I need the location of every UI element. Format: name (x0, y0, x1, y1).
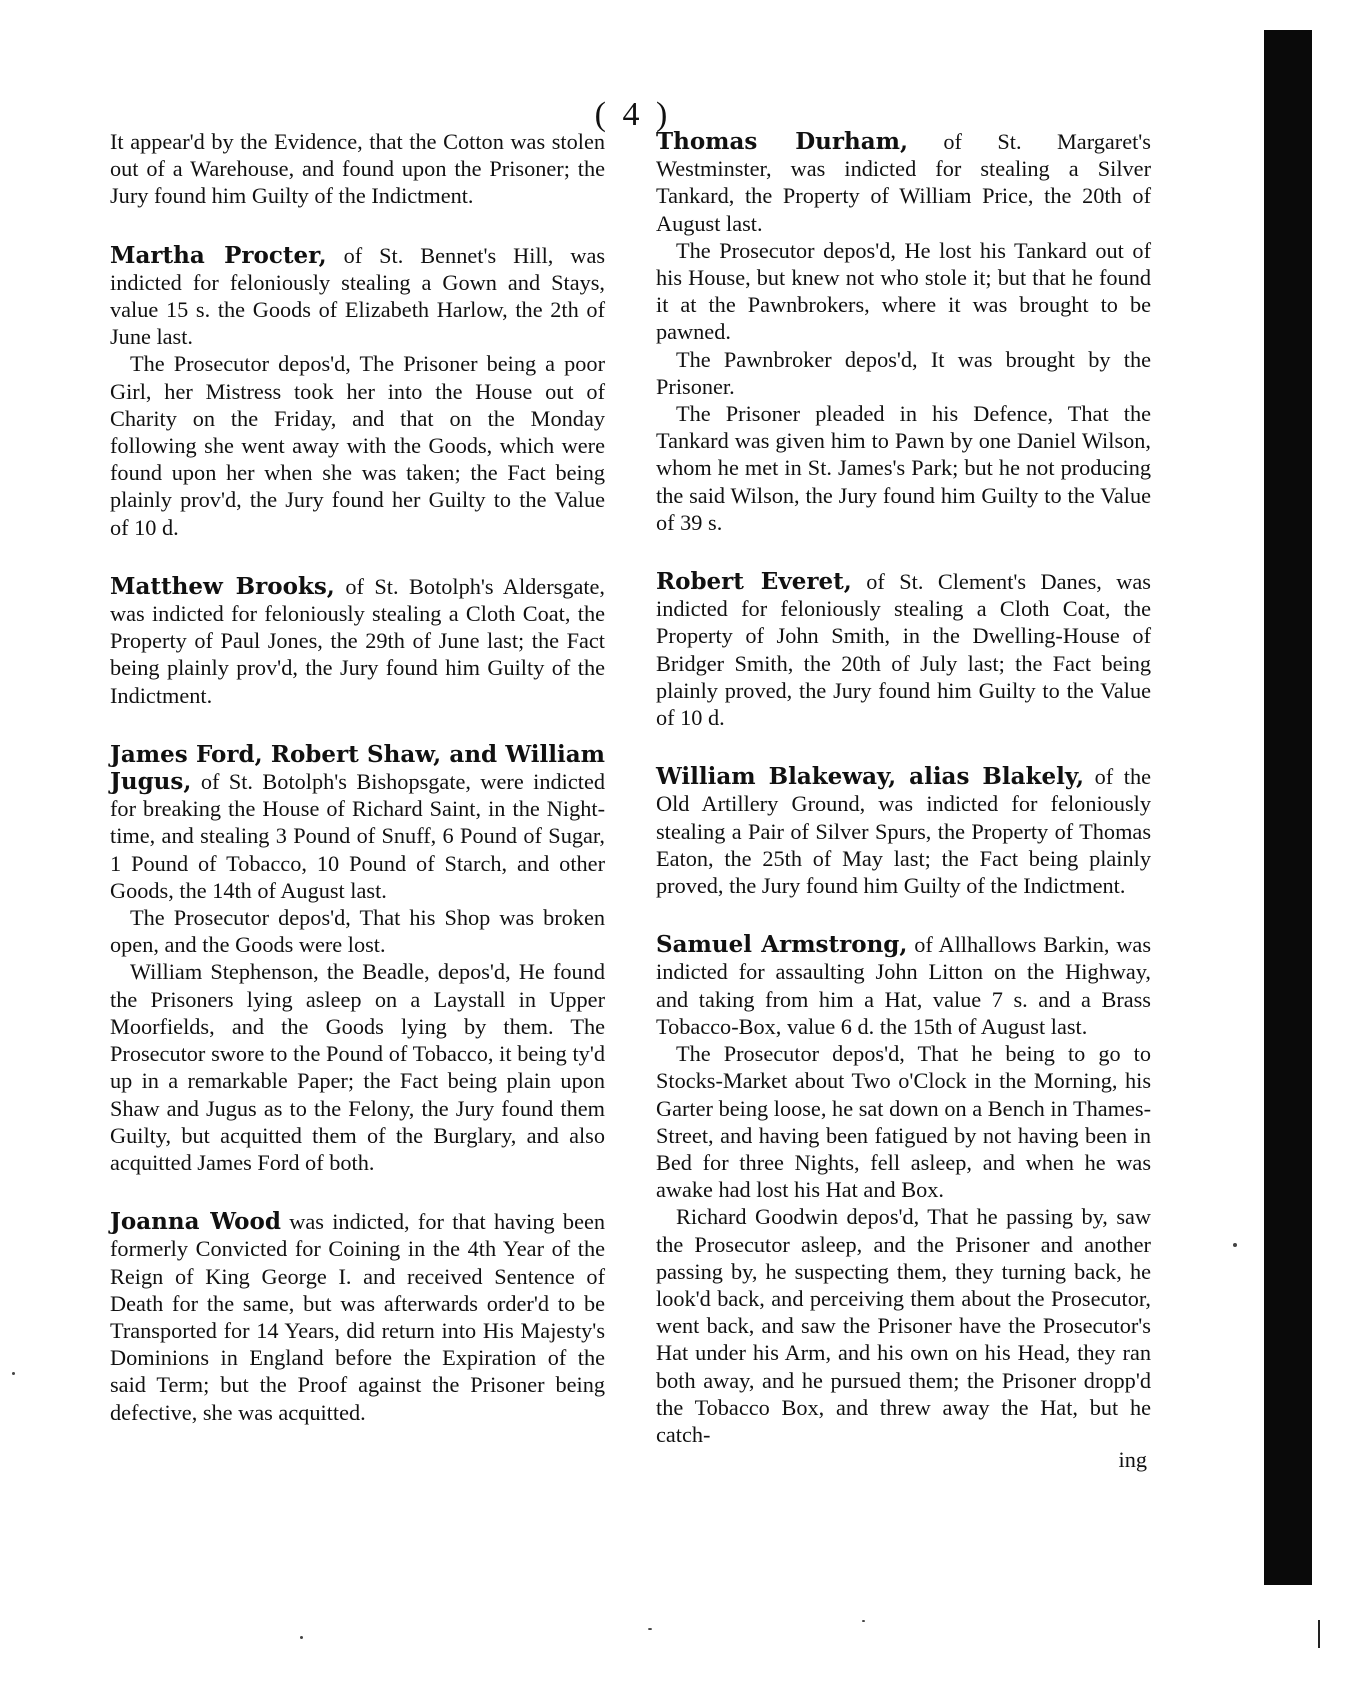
right-column (656, 128, 1151, 1505)
entry-text: was indicted, for that having been formerly Convicted for Coining in the 4th Year of the Reign of King George I. and received Sentence of Death for the same, but was afterwards order'd to be Transported for 14 Years, did return into His Majesty's Dominions in England before the Expiration of the said Term; but the Proof against the Prisoner being defective, she was acquitted. (110, 1209, 606, 1425)
trial-entry (110, 741, 605, 1176)
entry-paragraph: The Prosecutor depos'd, That he being to go to Stocks-Market about Two o'Clock in the Morning, his Garter being loose, he sat down on a Bench in Thames-Street, and having been fatigued by not having been in Bed for three Nights, fell asleep, and when he was awake had lost his Hat and Box. (656, 1041, 1151, 1203)
trial-entry (110, 1208, 605, 1426)
defendant-name: Matthew Brooks, (110, 572, 335, 600)
trial-entry (110, 128, 605, 210)
entry-paragraph (110, 242, 605, 351)
scan-speck (862, 1620, 865, 1622)
entry-text: of St. Margaret's Westminster, was indicted for stealing a Silver Tankard, the Property of William Price, the 20th of August last. (656, 129, 1151, 236)
entry-paragraph: The Pawnbroker depos'd, It was brought by the Prisoner. (656, 346, 1151, 399)
defendant-name: Samuel Armstrong, (656, 931, 908, 959)
entry-text: of the Old Artillery Ground, was indicted for feloniously stealing a Pair of Silver Spurs, the Property of Thomas Eaton, the 25th of May last; the Fact being plainly proved, the Jury found him Guilty of the Indictment. (656, 764, 1151, 899)
page-number: ( 4 ) (594, 96, 672, 133)
entry-paragraph (656, 931, 1151, 1040)
entry-text: of St. Bennet's Hill, was indicted for feloniously stealing a Gown and Stays, value 15 s. the Goods of Elizabeth Harlow, the 2th of June last. (110, 242, 606, 350)
trial-entry (110, 573, 605, 709)
entry-text: of St. Clement's Danes, was indicted for feloniously stealing a Cloth Coat, the Property of John Smith, in the Dwelling-House of Bridger Smith, the 20th of July last; the Fact being plainly proved, the Jury found him Guilty to the Value of 10 d. (656, 569, 1151, 731)
scan-speck (1233, 1243, 1237, 1247)
entry-paragraph: Richard Goodwin depos'd, That he passing by, saw the Prosecutor asleep, and the Prisoner and another passing by, he suspecting them, they turning back, he look'd back, and perceiving them about the Prosecutor, went back, and saw the Prisoner have the Prosecutor's Hat under his Arm, and his own on his Head, they ran both away, and he pursued them; the Prisoner dropp'd the Tobacco Box, and threw away the Hat, but he catch- (656, 1204, 1151, 1447)
trial-entry (656, 931, 1151, 1473)
entry-paragraph: The Prosecutor depos'd, He lost his Tankard out of his House, but knew not who stole it; but that he found it at the Pawnbrokers, where it was brought to be pawned. (656, 237, 1151, 345)
catchword: ing (1118, 1447, 1147, 1473)
trial-entry (656, 568, 1151, 731)
entry-paragraph (110, 1208, 605, 1426)
entry-text: of St. Botolph's Bishopsgate, were indicted for breaking the House of Richard Saint, in the Night-time, and stealing 3 Pound of Snuff, 6 Pound of Sugar, 1 Pound of Tobacco, 10 Pound of Starch, and other Goods, the 14th of August last. (110, 769, 605, 903)
scan-edge-bar (1264, 30, 1312, 1585)
trial-entry (656, 128, 1151, 536)
scan-speck (12, 1372, 15, 1375)
trial-entry (656, 763, 1151, 899)
scan-speck (300, 1636, 303, 1639)
entry-paragraph: The Prosecutor depos'd, The Prisoner being a poor Girl, her Mistress took her into the House out of Charity on the Friday, and that on the Monday following she went away with the Goods, which were found upon her when she was taken; the Fact being plainly prov'd, the Jury found her Guilty to the Value of 10 d. (110, 351, 605, 540)
entry-paragraph (110, 573, 605, 709)
entry-paragraph (656, 568, 1151, 731)
entry-paragraph: It appear'd by the Evidence, that the Cotton was stolen out of a Warehouse, and found upon the Prisoner; the Jury found him Guilty of the Indictment. (110, 129, 605, 209)
entry-text: of St. Botolph's Aldersgate, was indicted for feloniously stealing a Cloth Coat, the Property of Paul Jones, the 29th of June last; the Fact being plainly prov'd, the Jury found him Guilty of the Indictment. (110, 573, 606, 708)
entry-paragraph: The Prisoner pleaded in his Defence, That the Tankard was given him to Pawn by one Daniel Wilson, whom he met in St. James's Park; but he not producing the said Wilson, the Jury found him Guilty to the Value of 39 s. (656, 401, 1151, 535)
defendant-name: Joanna Wood (110, 1208, 281, 1236)
left-column (110, 128, 605, 1458)
entry-paragraph (656, 128, 1151, 237)
defendant-name: Thomas Durham, (656, 128, 908, 155)
defendant-name: Martha Procter, (110, 241, 327, 269)
entry-paragraph: William Stephenson, the Beadle, depos'd, He found the Prisoners lying asleep on a Laystall in Upper Moorfields, and the Goods lying by them. The Prosecutor swore to the Pound of Tobacco, it being ty'd up in a remarkable Paper; the Fact being plain upon Shaw and Jugus as to the Felony, the Jury found them Guilty, but acquitted them of the Burglary, and also acquitted James Ford of both. (110, 959, 605, 1175)
scan-speck (648, 1628, 652, 1630)
entry-paragraph (110, 741, 605, 904)
defendant-name: Robert Everet, (656, 568, 852, 596)
defendant-name: James Ford, Robert Shaw, and William Jugus, (110, 740, 605, 796)
entry-paragraph: The Prosecutor depos'd, That his Shop was broken open, and the Goods were lost. (110, 905, 605, 958)
entry-text: of Allhallows Barkin, was indicted for assaulting John Litton on the Highway, and taking from him a Hat, value 7 s. and a Brass Tobacco-Box, value 6 d. the 15th of August last. (656, 932, 1152, 1039)
trial-entry (110, 242, 605, 541)
margin-mark (1318, 1620, 1320, 1648)
entry-paragraph (656, 763, 1151, 899)
defendant-name: William Blakeway, alias Blakely, (656, 763, 1084, 791)
